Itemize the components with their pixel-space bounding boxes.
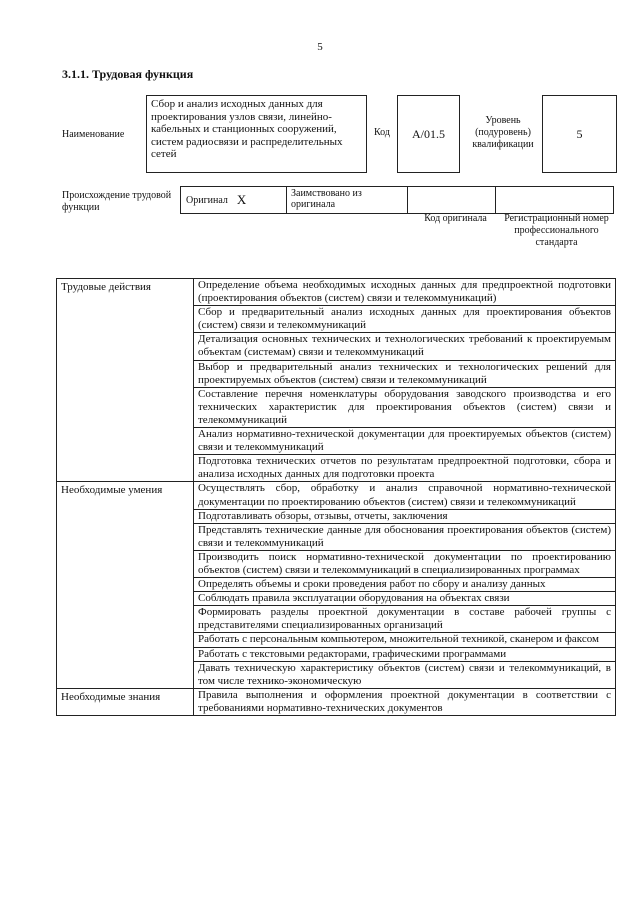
item-cell: Работать с текстовыми редакторами, графическими программами: [194, 647, 616, 661]
table-row: [57, 279, 616, 306]
category-cell: Трудовые действия: [57, 279, 194, 482]
original-label: Оригинал: [186, 194, 228, 206]
qualification-level-box: 5: [542, 95, 617, 173]
section-title: 3.1.1. Трудовая функция: [62, 67, 194, 81]
item-cell: Формировать разделы проектной документации в составе рабочей группы с представителями специализированных организаций: [194, 606, 616, 633]
origin-label: Происхождение трудовой функции: [62, 190, 172, 213]
code-label: Код: [374, 127, 390, 138]
category-cell: Необходимые умения: [57, 482, 194, 688]
function-table: [56, 278, 616, 716]
table-row: [57, 688, 616, 715]
function-code-box: А/01.5: [397, 95, 460, 173]
item-cell: Подготовка технических отчетов по результатам предпроектной подготовки, сбора и анализа исходных данных для подготовки проекта: [194, 455, 616, 482]
item-cell: Представлять технические данные для обоснования проектирования объектов (систем) связи и телекоммуникаций: [194, 523, 616, 550]
origin-reg-caption: Регистрационный номер профессионального стандарта: [504, 213, 609, 248]
item-cell: Осуществлять сбор, обработку и анализ справочной нормативно-технической документации по проектированию объектов (систем) связи и телекоммуникаций: [194, 482, 616, 509]
name-label: Наименование: [62, 129, 125, 140]
item-cell: Составление перечня номенклатуры оборудования заводского производства и его технических характеристик для проектирования объектов (систем) связи и телекоммуникаций: [194, 387, 616, 427]
item-cell: Работать с персональным компьютером, множительной техникой, сканером и факсом: [194, 633, 616, 647]
origin-original-cell: [180, 186, 287, 214]
function-table-body: [57, 279, 616, 716]
item-cell: Детализация основных технических и технологических требований к проектируемым объектам (системам) связи и телекоммуникаций: [194, 333, 616, 360]
item-cell: Сбор и предварительный анализ исходных данных для проектирования объектов (систем) связи и телекоммуникаций: [194, 306, 616, 333]
origin-borrowed-cell: Заимствовано из оригинала: [286, 186, 408, 214]
origin-code-caption: Код оригинала: [424, 213, 487, 224]
item-cell: Анализ нормативно-технической документации для проектируемых объектов (систем) связи и телекоммуникаций: [194, 428, 616, 455]
item-cell: Соблюдать правила эксплуатации оборудования на объектах связи: [194, 592, 616, 606]
page-number: 5: [317, 41, 323, 53]
level-label: Уровень (подуровень) квалификации: [472, 115, 534, 150]
item-cell: Определение объема необходимых исходных данных для предпроектной подготовки (проектирования объектов (систем) связи и телекоммуникаций): [194, 279, 616, 306]
table-row: [57, 482, 616, 509]
item-cell: Подготавливать обзоры, отзывы, отчеты, заключения: [194, 509, 616, 523]
item-cell: Правила выполнения и оформления проектной документации в соответствии с требованиями нормативно-технических документов: [194, 688, 616, 715]
category-cell: Необходимые знания: [57, 688, 194, 715]
item-cell: Определять объемы и сроки проведения работ по сбору и анализу данных: [194, 578, 616, 592]
origin-code-cell: [407, 186, 496, 214]
item-cell: Выбор и предварительный анализ технических и технологических решений для проектируемых объектов (систем) связи и телекоммуникаций: [194, 360, 616, 387]
original-mark: X: [236, 192, 247, 207]
item-cell: Давать техническую характеристику объектов (систем) связи и телекоммуникаций, в том числе технико-экономическую: [194, 661, 616, 688]
origin-reg-cell: [495, 186, 614, 214]
item-cell: Производить поиск нормативно-технической документации по проектированию объектов (систем) связи и телекоммуникаций в специализированных программах: [194, 550, 616, 577]
function-name-box: Сбор и анализ исходных данных для проектирования узлов связи, линейно-кабельных и станционных сооружений, систем радиосвязи и распределительных сетей: [146, 95, 367, 173]
origin-row: [181, 186, 614, 214]
